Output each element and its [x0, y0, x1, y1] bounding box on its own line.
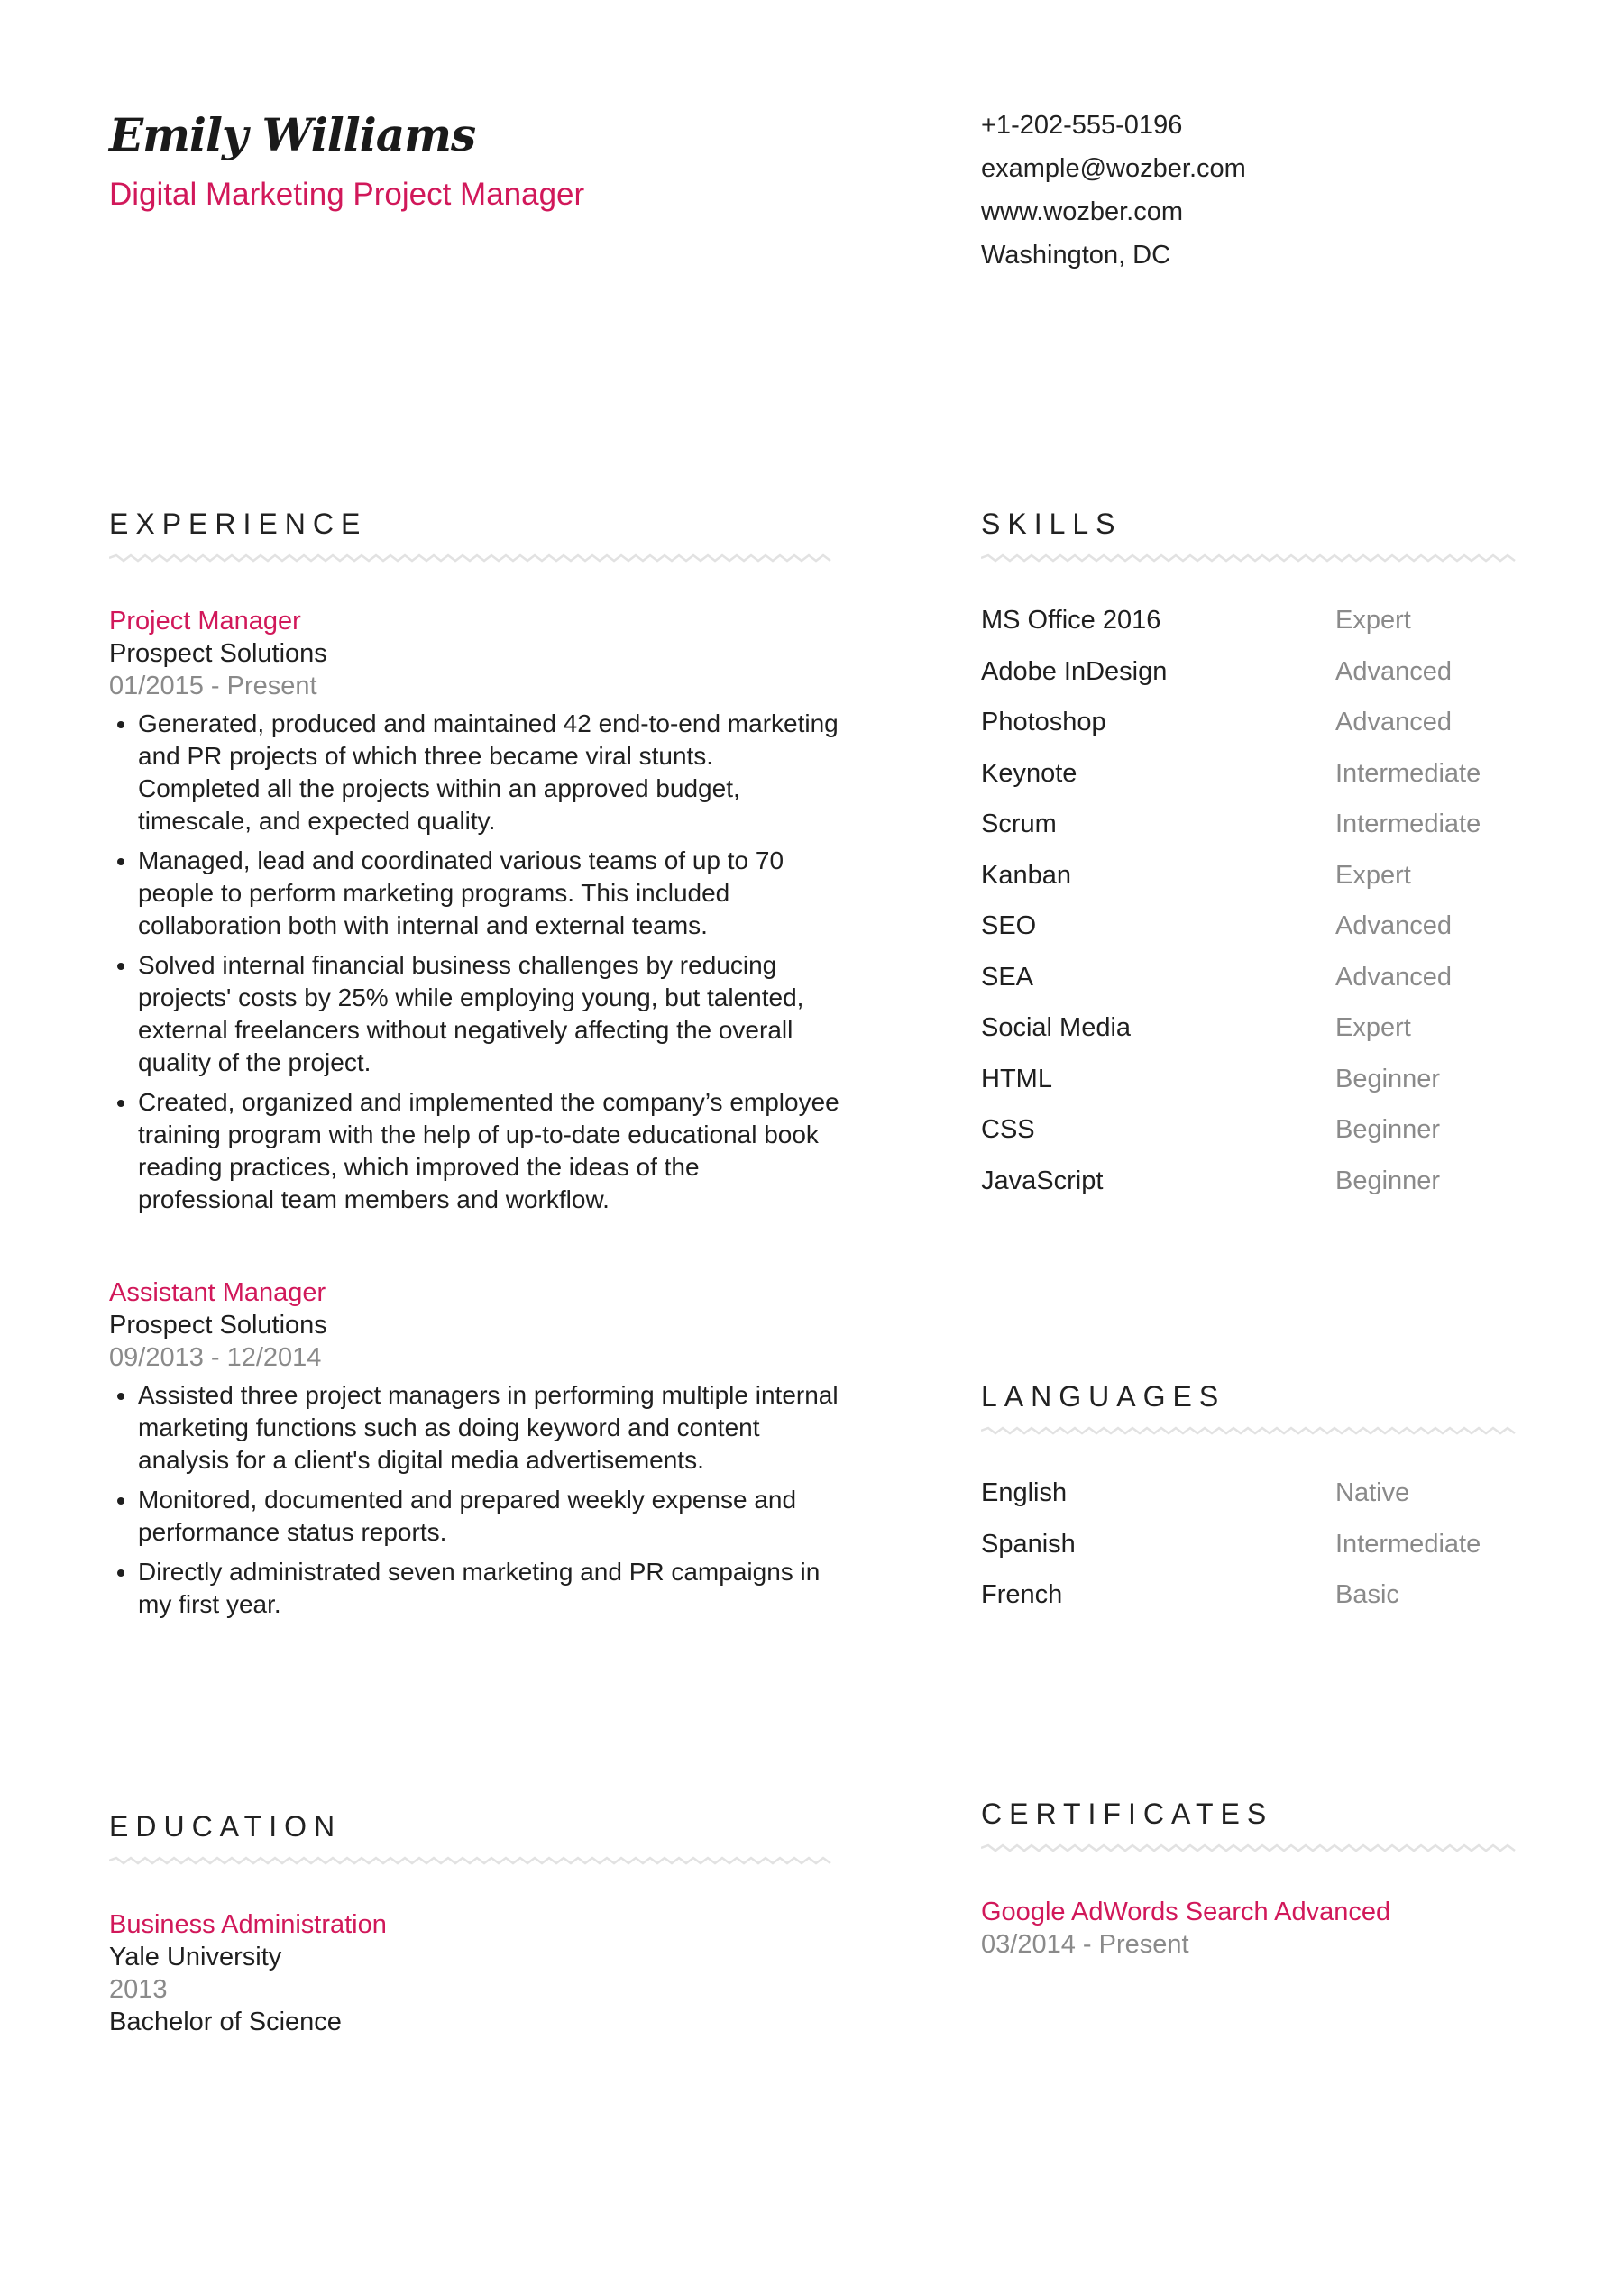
contact-block	[981, 104, 1246, 277]
skill-name: Kanban	[981, 860, 1071, 890]
languages-list	[981, 1478, 1481, 1632]
skill-row	[981, 759, 1481, 810]
skills-list	[981, 606, 1481, 1217]
job-company: Prospect Solutions	[109, 639, 327, 668]
skill-row	[981, 861, 1481, 912]
job-company: Prospect Solutions	[109, 1311, 327, 1340]
skill-name: SEA	[981, 962, 1034, 992]
language-row	[981, 1530, 1481, 1581]
job-dates: 01/2015 - Present	[109, 672, 317, 700]
skill-level: Advanced	[1335, 962, 1452, 992]
job-dates: 09/2013 - 12/2014	[109, 1343, 322, 1372]
certificate-entry	[981, 1896, 1390, 1961]
language-name: Spanish	[981, 1529, 1076, 1559]
contact-location: Washington, DC	[981, 241, 1171, 270]
job-bullet: • Monitored, documented and prepared weekly expense and performance status reports.	[138, 1484, 839, 1549]
skill-name: Photoshop	[981, 708, 1106, 736]
skill-row	[981, 810, 1481, 861]
job-position: Project Manager	[109, 607, 301, 636]
skill-row	[981, 911, 1481, 963]
skill-name: Social Media	[981, 1013, 1132, 1042]
skill-row	[981, 1115, 1481, 1166]
skill-row	[981, 1013, 1481, 1065]
skill-row	[981, 657, 1481, 709]
skill-name: Scrum	[981, 810, 1057, 838]
skill-level: Expert	[1335, 606, 1411, 635]
education-divider	[109, 1854, 836, 1867]
languages-heading: LANGUAGES	[981, 1380, 1226, 1413]
skill-level: Expert	[1335, 860, 1411, 890]
contact-phone: +1-202-555-0196	[981, 111, 1183, 140]
job-bullet: • Managed, lead and coordinated various teams of up to 70 people to perform marketing programs. This included collaboration both with internal and external teams.	[138, 845, 839, 942]
skill-level: Advanced	[1335, 656, 1452, 686]
skill-level: Beginner	[1335, 1064, 1441, 1093]
language-name: French	[981, 1580, 1063, 1609]
education-entry	[109, 1908, 387, 2038]
language-row	[981, 1580, 1481, 1632]
resume-name: Emily Williams	[109, 108, 476, 161]
skill-name: Keynote	[981, 758, 1077, 788]
certificate-name: Google AdWords Search Advanced	[981, 1898, 1391, 1926]
job-entry	[109, 1276, 839, 1628]
skill-level: Advanced	[1335, 708, 1452, 736]
skill-name: HTML	[981, 1064, 1052, 1093]
education-field: Business Administration	[109, 1910, 387, 1939]
education-year: 2013	[109, 1975, 168, 2004]
education-degree: Bachelor of Science	[109, 2008, 342, 2036]
languages-divider	[981, 1424, 1518, 1437]
job-bullet: • Directly administrated seven marketing and PR campaigns in my first year.	[138, 1556, 839, 1621]
skills-heading: SKILLS	[981, 508, 1123, 540]
skill-level: Intermediate	[1335, 758, 1481, 788]
skill-name: CSS	[981, 1115, 1035, 1144]
language-row	[981, 1478, 1481, 1530]
language-level: Intermediate	[1335, 1529, 1481, 1559]
skill-row	[981, 1065, 1481, 1116]
job-entry	[109, 605, 839, 1223]
job-bullets	[109, 708, 839, 1216]
education-heading: EDUCATION	[109, 1810, 343, 1843]
skill-row	[981, 963, 1481, 1014]
language-level: Native	[1335, 1478, 1410, 1507]
job-bullet: • Created, organized and implemented the company’s employee training program with the help of up-to-date educational book reading practices, which improved the ideas of the professional team members and workflow.	[138, 1086, 839, 1216]
skill-level: Beginner	[1335, 1166, 1441, 1195]
job-bullet: • Assisted three project managers in performing multiple internal marketing functions such as doing keyword and content analysis for a client's digital media advertisements.	[138, 1379, 839, 1477]
resume-role: Digital Marketing Project Manager	[109, 177, 585, 212]
certificate-dates: 03/2014 - Present	[981, 1930, 1189, 1959]
skill-name: MS Office 2016	[981, 606, 1161, 635]
experience-divider	[109, 552, 836, 564]
skill-level: Advanced	[1335, 911, 1452, 940]
skill-name: SEO	[981, 911, 1037, 940]
skill-row	[981, 708, 1481, 759]
skill-row	[981, 606, 1481, 657]
language-level: Basic	[1335, 1580, 1399, 1609]
experience-heading: EXPERIENCE	[109, 508, 368, 540]
job-position: Assistant Manager	[109, 1278, 326, 1307]
education-school: Yale University	[109, 1943, 282, 1971]
skills-divider	[981, 552, 1518, 564]
job-bullets	[109, 1379, 839, 1621]
skill-level: Intermediate	[1335, 810, 1481, 838]
job-bullet: • Solved internal financial business challenges by reducing projects' costs by 25% while employing young, but talented, external freelancers without negatively affecting the overall quality of the project.	[138, 949, 839, 1079]
contact-website: www.wozber.com	[981, 197, 1184, 226]
certificates-divider	[981, 1842, 1518, 1854]
skill-name: Adobe InDesign	[981, 656, 1168, 686]
job-bullet: • Generated, produced and maintained 42 end-to-end marketing and PR projects of which three became viral stunts. Completed all the projects within an approved budget, timescale, and expected quality.	[138, 708, 839, 837]
contact-email: example@wozber.com	[981, 154, 1246, 183]
skill-name: JavaScript	[981, 1166, 1104, 1195]
skill-row	[981, 1166, 1481, 1218]
skill-level: Expert	[1335, 1013, 1411, 1042]
language-name: English	[981, 1478, 1068, 1507]
skill-level: Beginner	[1335, 1115, 1441, 1144]
certificates-heading: CERTIFICATES	[981, 1797, 1274, 1830]
